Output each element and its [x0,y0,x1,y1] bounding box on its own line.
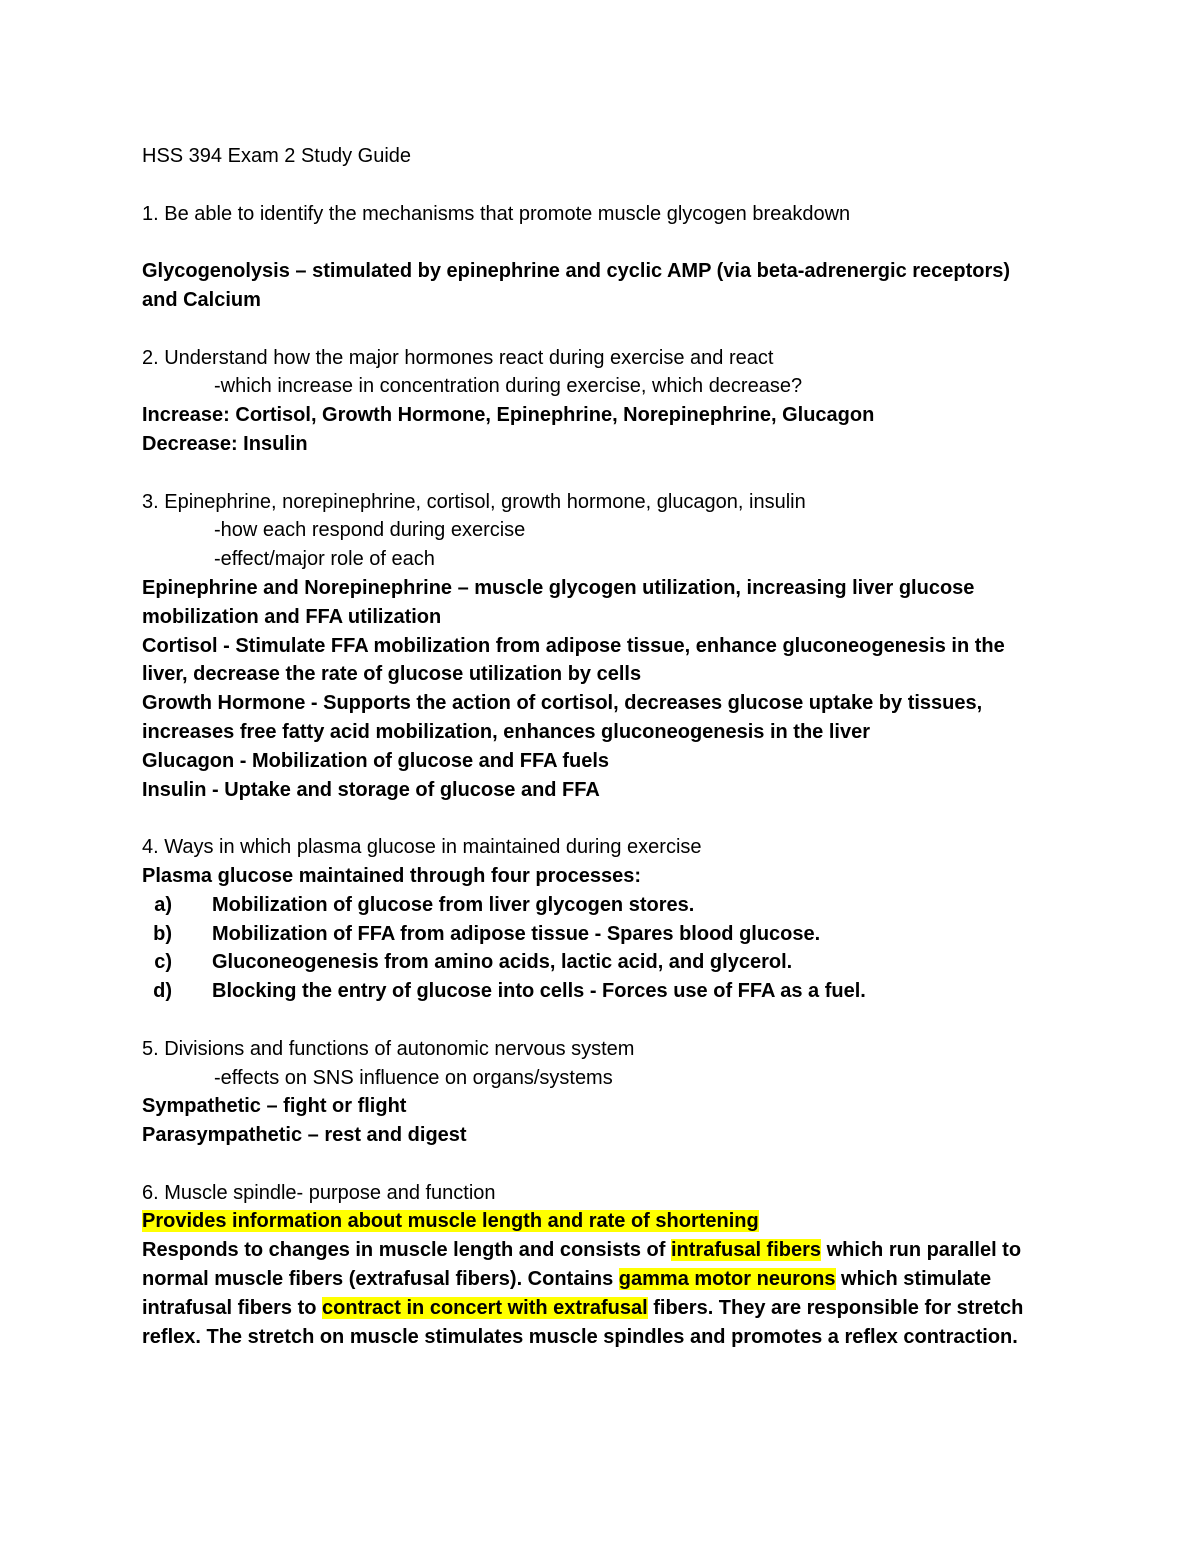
list-marker: a) [154,893,172,916]
answer-3-line: increases free fatty acid mobilization, enhances gluconeogenesis in the liver [142,720,871,743]
question-5-sub: -effects on SNS influence on organs/systems [214,1066,613,1089]
list-item [142,920,1080,949]
answer-6-line [142,1294,1080,1323]
text-run: Responds to changes in muscle length and consists of [142,1239,671,1262]
highlighted-text: Provides information about muscle length and rate of shortening [142,1210,759,1233]
list-item-text: Mobilization of glucose from liver glycogen stores. [212,893,695,916]
answer-6-highlight-line [142,1207,1080,1236]
list-marker: d) [153,980,172,1003]
question-2: 2. Understand how the major hormones react during exercise and react [142,346,774,369]
question-6: 6. Muscle spindle- purpose and function [142,1181,496,1204]
answer-3-line: Glucagon - Mobilization of glucose and FFA fuels [142,749,610,772]
list-marker: b) [153,922,172,945]
list-item-text: Gluconeogenesis from amino acids, lactic acid, and glycerol. [212,951,793,974]
highlighted-text: contract in concert with extrafusal [322,1296,648,1319]
answer-3-line: Growth Hormone - Supports the action of cortisol, decreases glucose uptake by tissues, [142,692,983,715]
text-run: normal muscle fibers (extrafusal fibers). Contains [142,1268,619,1291]
list-item-text: Blocking the entry of glucose into cells - Forces use of FFA as a fuel. [212,980,866,1003]
answer-1-line: Glycogenolysis – stimulated by epinephrine and cyclic AMP (via beta-adrenergic receptors) [142,260,1011,283]
list-item [142,977,1080,1006]
answer-1-line: and Calcium [142,288,261,311]
answer-5-line: Parasympathetic – rest and digest [142,1124,467,1147]
question-2-sub: -which increase in concentration during exercise, which decrease? [214,375,803,398]
question-3: 3. Epinephrine, norepinephrine, cortisol, growth hormone, glucagon, insulin [142,490,806,513]
list-item [142,948,1080,977]
list-marker: c) [154,951,172,974]
highlighted-text: gamma motor neurons [618,1268,836,1291]
process-list [142,891,1080,1006]
question-3-sub: -effect/major role of each [214,548,435,571]
answer-3-line: Insulin - Uptake and storage of glucose and FFA [142,778,600,801]
answer-2-line: Increase: Cortisol, Growth Hormone, Epinephrine, Norepinephrine, Glucagon [142,404,875,427]
list-item-text: Mobilization of FFA from adipose tissue - Spares blood glucose. [212,922,821,945]
list-item [142,891,1080,920]
question-4: 4. Ways in which plasma glucose in maintained during exercise [142,836,702,859]
text-run: which run parallel to [821,1239,1022,1262]
text-run: fibers. They are responsible for stretch [647,1296,1024,1319]
text-run: which stimulate [835,1268,992,1291]
question-5: 5. Divisions and functions of autonomic nervous system [142,1037,635,1060]
answer-6-line [142,1265,1080,1294]
question-1: 1. Be able to identify the mechanisms that promote muscle glycogen breakdown [142,202,851,225]
answer-2-line: Decrease: Insulin [142,432,308,455]
answer-3-line: liver, decrease the rate of glucose utilization by cells [142,663,642,686]
answer-3-line: Epinephrine and Norepinephrine – muscle glycogen utilization, increasing liver glucose [142,576,975,599]
answer-6-line: reflex. The stretch on muscle stimulates muscle spindles and promotes a reflex contraction. [142,1325,1018,1348]
document-title: HSS 394 Exam 2 Study Guide [142,145,412,167]
answer-5-line: Sympathetic – fight or flight [142,1095,407,1118]
text-run: intrafusal fibers to [142,1296,323,1319]
answer-4-lead: Plasma glucose maintained through four processes: [142,864,642,887]
highlighted-text: intrafusal fibers [670,1239,822,1262]
question-3-sub: -how each respond during exercise [214,519,526,542]
answer-3-line: mobilization and FFA utilization [142,605,442,628]
answer-3-line: Cortisol - Stimulate FFA mobilization from adipose tissue, enhance gluconeogenesis in the [142,634,1005,657]
answer-6-line [142,1236,1080,1265]
